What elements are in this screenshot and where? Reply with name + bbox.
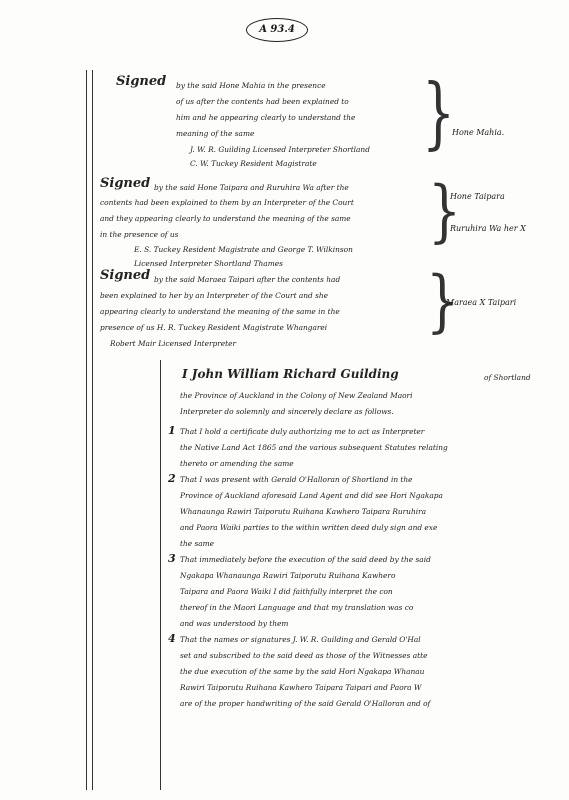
block1-line-1: of us after the contents had been explained to (176, 97, 349, 106)
block1-signature: Hone Mahia. (452, 128, 505, 137)
block2-signature-1: Ruruhira Wa her X (450, 224, 526, 233)
block3-line-0: by the said Maraea Taipari after the contents had (154, 275, 341, 284)
block2-line-4: E. S. Tuckey Resident Magistrate and George T. Wilkinson (134, 245, 353, 254)
block1-line-2: him and he appearing clearly to understand the (176, 113, 356, 122)
block2-line-3: in the presence of us (100, 230, 179, 239)
block2-line-0: by the said Hone Taipara and Ruruhira Wa after the (154, 183, 349, 192)
block3-heading: Signed (100, 268, 151, 283)
paragraph-4-line-1: set and subscribed to the said deed as those of the Witnesses atte (180, 651, 428, 660)
block2-brace: } (428, 173, 462, 251)
block1-line-4: J. W. R. Guilding Licensed Interpreter Shortland (190, 145, 370, 154)
reference-number: A 93.4 (246, 18, 308, 42)
paragraph-4-line-4: are of the proper handwriting of the said Gerald O'Halloran and of (180, 699, 431, 708)
block2-line-5: Licensed Interpreter Shortland Thames (134, 259, 283, 268)
inner-margin-rule (92, 70, 93, 790)
block1-line-3: meaning of the same (176, 129, 255, 138)
paragraph-4-number: 4 (168, 632, 176, 645)
declaration-intro-0: of Shortland (484, 373, 531, 382)
declaration-heading: I John William Richard Guilding (182, 367, 399, 381)
paragraph-2-line-1: Province of Auckland aforesaid Land Agent and did see Hori Ngakapa (180, 491, 443, 500)
paragraph-2-line-0: That I was present with Gerald O'Halloran of Shortland in the (180, 475, 413, 484)
paragraph-3-line-4: and was understood by them (180, 619, 289, 628)
left-margin-rule (86, 70, 87, 790)
block2-line-2: and they appearing clearly to understand the meaning of the same (100, 214, 351, 223)
block3-line-2: appearing clearly to understand the meaning of the same in the (100, 307, 340, 316)
paragraph-4-line-0: That the names or signatures J. W. R. Guilding and Gerald O'Hal (180, 635, 421, 644)
paragraph-3-line-3: thereof in the Maori Language and that my translation was co (180, 603, 414, 612)
block1-line-5: C. W. Tuckey Resident Magistrate (190, 159, 317, 168)
paragraph-4-line-2: the due execution of the same by the said Hori Ngakapa Whanau (180, 667, 425, 676)
block2-line-1: contents had been explained to them by an Interpreter of the Court (100, 198, 354, 207)
paragraph-2-line-2: Whanaunga Rawiri Taiporutu Ruihana Kawhero Taipara Ruruhira (180, 507, 427, 516)
paragraph-1-line-0: That I hold a certificate duly authorizing me to act as Interpreter (180, 427, 425, 436)
paragraph-3-number: 3 (168, 552, 176, 565)
block3-brace: } (426, 263, 460, 341)
block2-signature-0: Hone Taipara (450, 192, 505, 201)
block1-brace: } (422, 69, 456, 159)
block3-line-4: Robert Mair Licensed Interpreter (110, 339, 237, 348)
paragraph-2-line-4: the same (180, 539, 215, 548)
declaration-intro-1: the Province of Auckland in the Colony of New Zealand Maori (180, 391, 413, 400)
block3-line-3: presence of us H. R. Tuckey Resident Magistrate Whangarei (100, 323, 328, 332)
paragraph-2-number: 2 (168, 472, 176, 485)
paragraph-1-number: 1 (168, 424, 176, 437)
paragraph-3-line-0: That immediately before the execution of the said deed by the said (180, 555, 431, 564)
paragraph-4-line-3: Rawiri Taiporutu Ruihana Kawhero Taipara Taipari and Paora W (180, 683, 422, 692)
block3-line-1: been explained to her by an Interpreter of the Court and she (100, 291, 329, 300)
block1-heading: Signed (116, 74, 167, 89)
block1-line-0: by the said Hone Mahia in the presence (176, 81, 326, 90)
block3-signature: Maraea X Taipari (446, 298, 517, 307)
paragraph-1-line-1: the Native Land Act 1865 and the various subsequent Statutes relating (180, 443, 448, 452)
declaration-intro-2: Interpreter do solemnly and sincerely declare as follows. (180, 407, 394, 416)
declaration-margin-rule (160, 360, 161, 790)
paragraph-3-line-1: Ngakapa Whanaunga Rawiri Taiporutu Ruihana Kawhero (180, 571, 396, 580)
paragraph-3-line-2: Taipara and Paora Waiki I did faithfully interpret the con (180, 587, 393, 596)
paragraph-1-line-2: thereto or amending the same (180, 459, 294, 468)
block2-heading: Signed (100, 176, 151, 191)
paragraph-2-line-3: and Paora Waiki parties to the within written deed duly sign and exe (180, 523, 438, 532)
